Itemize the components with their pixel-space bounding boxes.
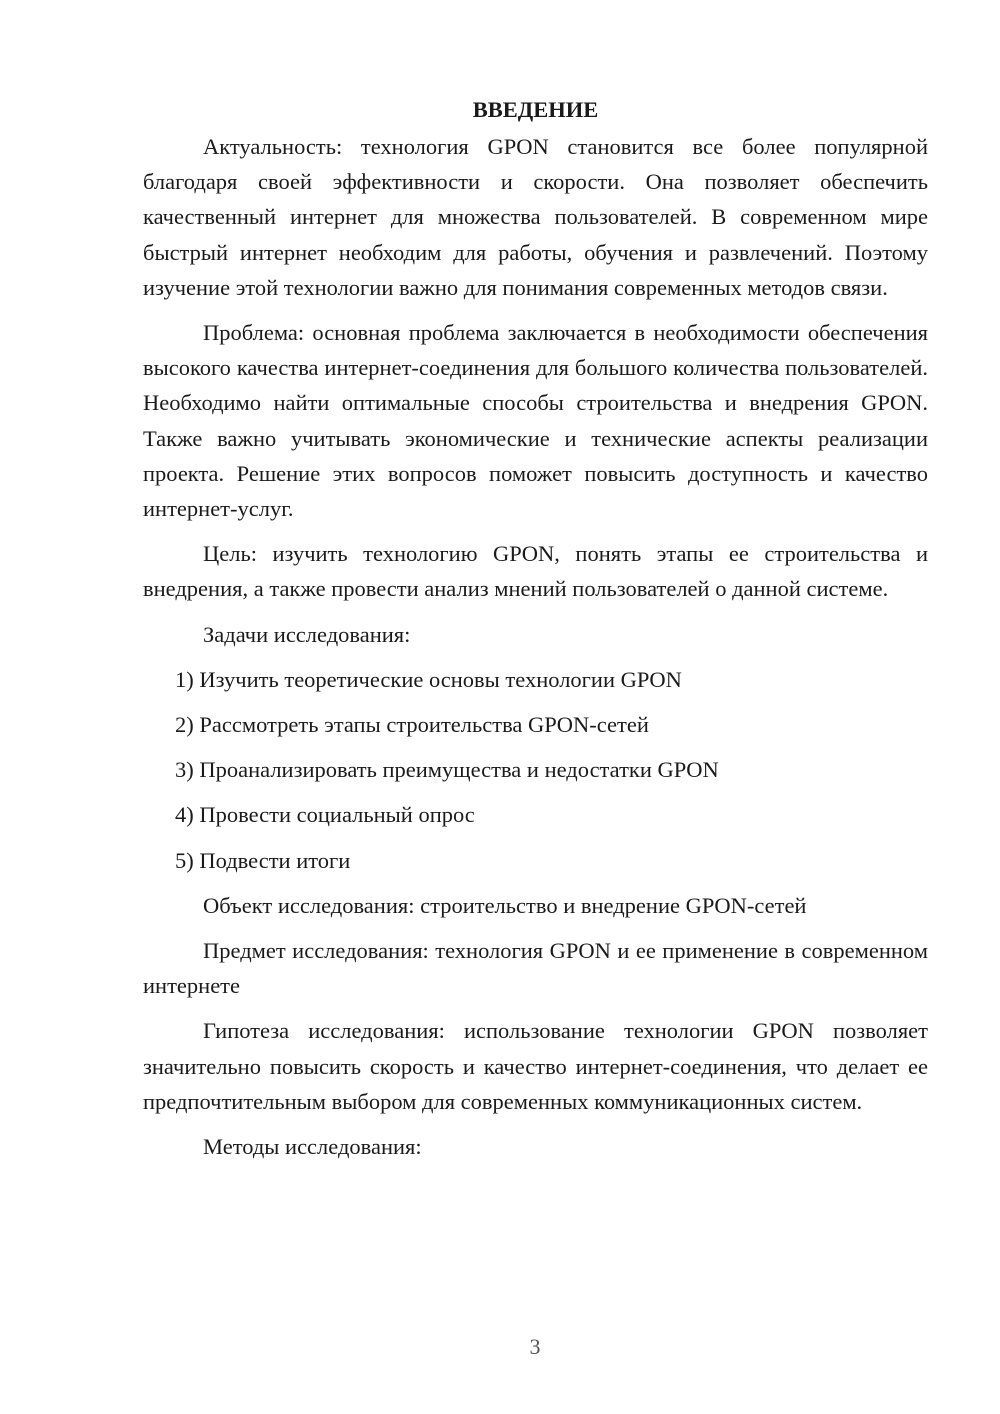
paragraph-subject: Предмет исследования: технология GPON и ее применение в современном интернете <box>143 938 928 999</box>
paragraph-relevance: Актуальность: технология GPON становится все более популярной благодаря своей эффективности и скорости. Она позволяет обеспечить качественный интернет для множества пользователей. В современном мире быстрый интернет необходим для работы, обучения и развлечений. Поэтому изучение этой технологии важно для понимания современных методов связи. <box>143 134 928 300</box>
paragraph-problem: Проблема: основная проблема заключается в необходимости обеспечения высокого качества интернет-соединения для большого количества пользователей. Необходимо найти оптимальные способы строительства и внедрения GPON. Также важно учитывать экономические и технические аспекты реализации проекта. Решение этих вопросов поможет повысить доступность и качество интернет-услуг. <box>143 320 928 522</box>
page-number: 3 <box>529 1334 541 1359</box>
tasks-list <box>143 662 928 878</box>
paragraph-hypothesis: Гипотеза исследования: использование технологии GPON позволяет значительно повысить скорость и качество интернет-соединения, что делает ее предпочтительным выбором для современных коммуникационных систем. <box>143 1018 928 1114</box>
paragraph-object: Объект исследования: строительство и внедрение GPON-сетей <box>203 892 807 918</box>
list-item: 3) Проанализировать преимущества и недостатки GPON <box>175 757 719 783</box>
section-title: ВВЕДЕНИЕ <box>472 97 599 122</box>
methods-heading: Методы исследования: <box>203 1134 422 1160</box>
list-item: 5) Подвести итоги <box>175 847 351 873</box>
list-item: 2) Рассмотреть этапы строительства GPON-сетей <box>175 712 649 738</box>
paragraph-goal: Цель: изучить технологию GPON, понять этапы ее строительства и внедрения, а также провести анализ мнений пользователей о данной системе. <box>143 541 928 602</box>
list-item: 1) Изучить теоретические основы технологии GPON <box>175 666 682 692</box>
tasks-heading: Задачи исследования: <box>203 621 411 647</box>
list-item: 4) Провести социальный опрос <box>175 802 475 828</box>
page-content <box>143 92 928 1174</box>
